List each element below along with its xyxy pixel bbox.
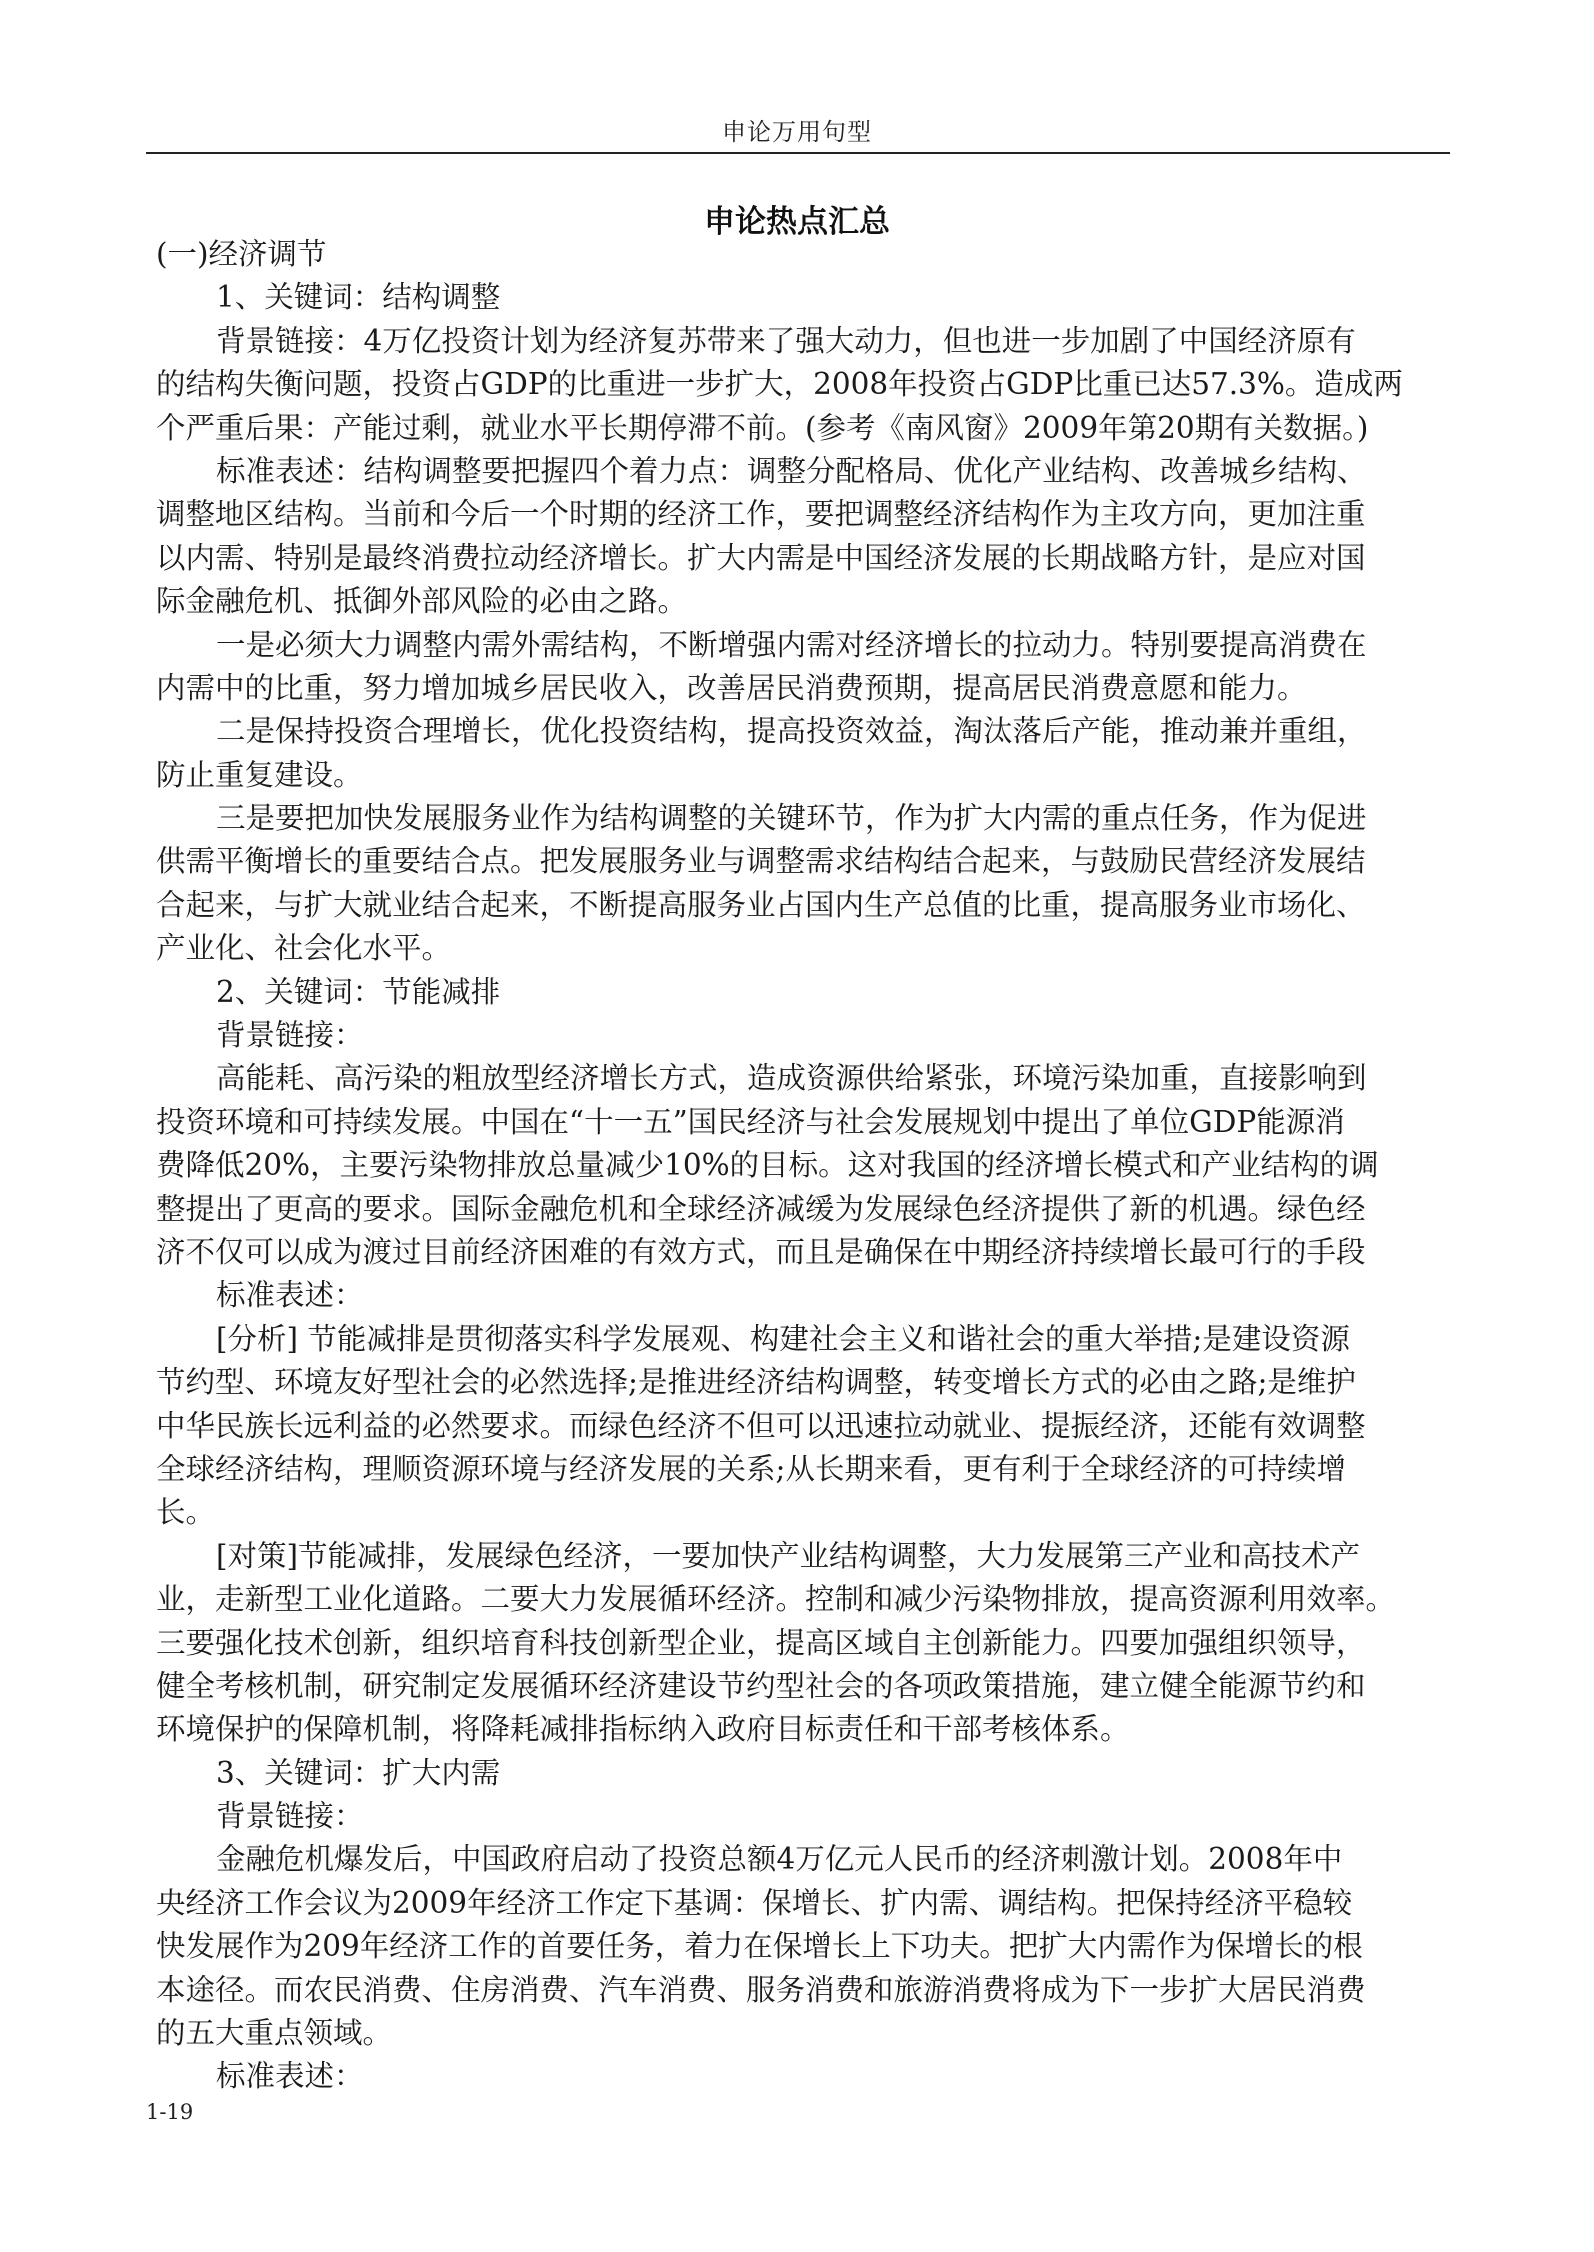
section-heading: (一)经济调节 (156, 237, 327, 271)
text-line: 调整地区结构。当前和今后一个时期的经济工作，要把调整经济结构作为主攻方向，更加注重 (156, 497, 1366, 532)
page-number: 1-19 (146, 2100, 194, 2124)
header-rule (146, 152, 1450, 154)
text-line: 健全考核机制，研究制定发展循环经济建设节约型社会的各项政策措施，建立健全能源节约和 (156, 1668, 1366, 1703)
text-line: 二是保持投资合理增长，优化投资结构，提高投资效益，淘汰落后产能，推动兼并重组， (216, 714, 1367, 749)
text-line: 本途径。而农民消费、住房消费、汽车消费、服务消费和旅游消费将成为下一步扩大居民消费 (156, 1972, 1366, 2007)
text-line: 际金融危机、抵御外部风险的必由之路。 (156, 584, 688, 619)
text-line: 济不仅可以成为渡过目前经济困难的有效方式，而且是确保在中期经济持续增长最可行的手段 (156, 1234, 1366, 1269)
keyword-heading: 2、关键词：节能减排 (216, 974, 501, 1009)
text-line: 业，走新型工业化道路。二要大力发展循环经济。控制和减少污染物排放，提高资源利用效率。 (156, 1582, 1396, 1617)
text-line: 环境保护的保障机制，将降耗减排指标纳入政府目标责任和干部考核体系。 (156, 1712, 1130, 1747)
text-line: 防止重复建设。 (156, 757, 363, 792)
text-line: 产业化、社会化水平。 (156, 931, 452, 966)
keyword-heading: 3、关键词：扩大内需 (216, 1755, 501, 1790)
text-line: 央经济工作会议为2009年经济工作定下基调：保增长、扩内需、调结构。把保持经济平稳较 (156, 1885, 1353, 1920)
text-line: 中华民族长远利益的必然要求。而绿色经济不但可以迅速拉动就业、提振经济，还能有效调整 (156, 1408, 1366, 1443)
running-header: 申论万用句型 (722, 118, 872, 146)
body-text (156, 233, 1438, 2099)
text-line: 以内需、特别是最终消费拉动经济增长。扩大内需是中国经济发展的长期战略方针，是应对国 (156, 540, 1366, 575)
text-line: 费降低20%，主要污染物排放总量减少10%的目标。这对我国的经济增长模式和产业结构的调 (156, 1148, 1379, 1183)
text-line: 金融危机爆发后，中国政府启动了投资总额4万亿元人民币的经济刺激计划。2008年中 (216, 1842, 1343, 1877)
text-line: 高能耗、高污染的粗放型经济增长方式，造成资源供给紧张，环境污染加重，直接影响到 (216, 1061, 1367, 1096)
text-line: 节约型、环境友好型社会的必然选择;是推进经济结构调整，转变增长方式的必由之路;是维护 (156, 1365, 1356, 1400)
text-line: 长。 (156, 1495, 216, 1530)
text-line: 投资环境和可持续发展。中国在“十一五”国民经济与社会发展规划中提出了单位GDP能源消 (156, 1104, 1345, 1139)
text-line: 整提出了更高的要求。国际金融危机和全球经济减缓为发展绿色经济提供了新的机遇。绿色经 (156, 1191, 1366, 1226)
text-line: 三要强化技术创新，组织培育科技创新型企业，提高区域自主创新能力。四要加强组织领导， (156, 1625, 1366, 1660)
text-line: 的五大重点领域。 (156, 2016, 393, 2051)
page-title: 申论热点汇总 (704, 204, 890, 240)
text-line: 全球经济结构，理顺资源环境与经济发展的关系;从长期来看，更有利于全球经济的可持续增 (156, 1451, 1346, 1486)
text-line: 一是必须大力调整内需外需结构，不断增强内需对经济增长的拉动力。特别要提高消费在 (216, 627, 1367, 662)
text-line: [分析] 节能减排是贯彻落实科学发展观、构建社会主义和谐社会的重大举措;是建设资源 (216, 1321, 1350, 1356)
text-line: 三是要把加快发展服务业作为结构调整的关键环节，作为扩大内需的重点任务，作为促进 (216, 801, 1367, 836)
text-line: 背景链接：4万亿投资计划为经济复苏带来了强大动力，但也进一步加剧了中国经济原有 (216, 323, 1356, 358)
text-line: 标准表述： (216, 2059, 364, 2094)
text-line: 个严重后果：产能过剩，就业水平长期停滞不前。(参考《南风窗》2009年第20期有关数据。) (156, 410, 1369, 445)
text-line: 内需中的比重，努力增加城乡居民收入，改善居民消费预期，提高居民消费意愿和能力。 (156, 670, 1307, 705)
text-line: 标准表述：结构调整要把握四个着力点：调整分配格局、优化产业结构、改善城乡结构、 (216, 453, 1367, 488)
text-line: 背景链接： (216, 1018, 364, 1053)
text-line: 背景链接： (216, 1799, 364, 1834)
text-line: [对策]节能减排，发展绿色经济，一要加快产业结构调整，大力发展第三产业和高技术产 (216, 1538, 1361, 1573)
text-line: 快发展作为209年经济工作的首要任务，着力在保增长上下功夫。把扩大内需作为保增长的根 (156, 1929, 1363, 1964)
text-line: 的结构失衡问题，投资占GDP的比重进一步扩大，2008年投资占GDP比重已达57.3%。造成两 (156, 367, 1403, 402)
text-line: 合起来，与扩大就业结合起来，不断提高服务业占国内生产总值的比重，提高服务业市场化、 (156, 887, 1366, 922)
keyword-heading: 1、关键词：结构调整 (216, 280, 501, 315)
text-line: 标准表述： (216, 1278, 364, 1313)
text-line: 供需平衡增长的重要结合点。把发展服务业与调整需求结构结合起来，与鼓励民营经济发展结 (156, 844, 1366, 879)
